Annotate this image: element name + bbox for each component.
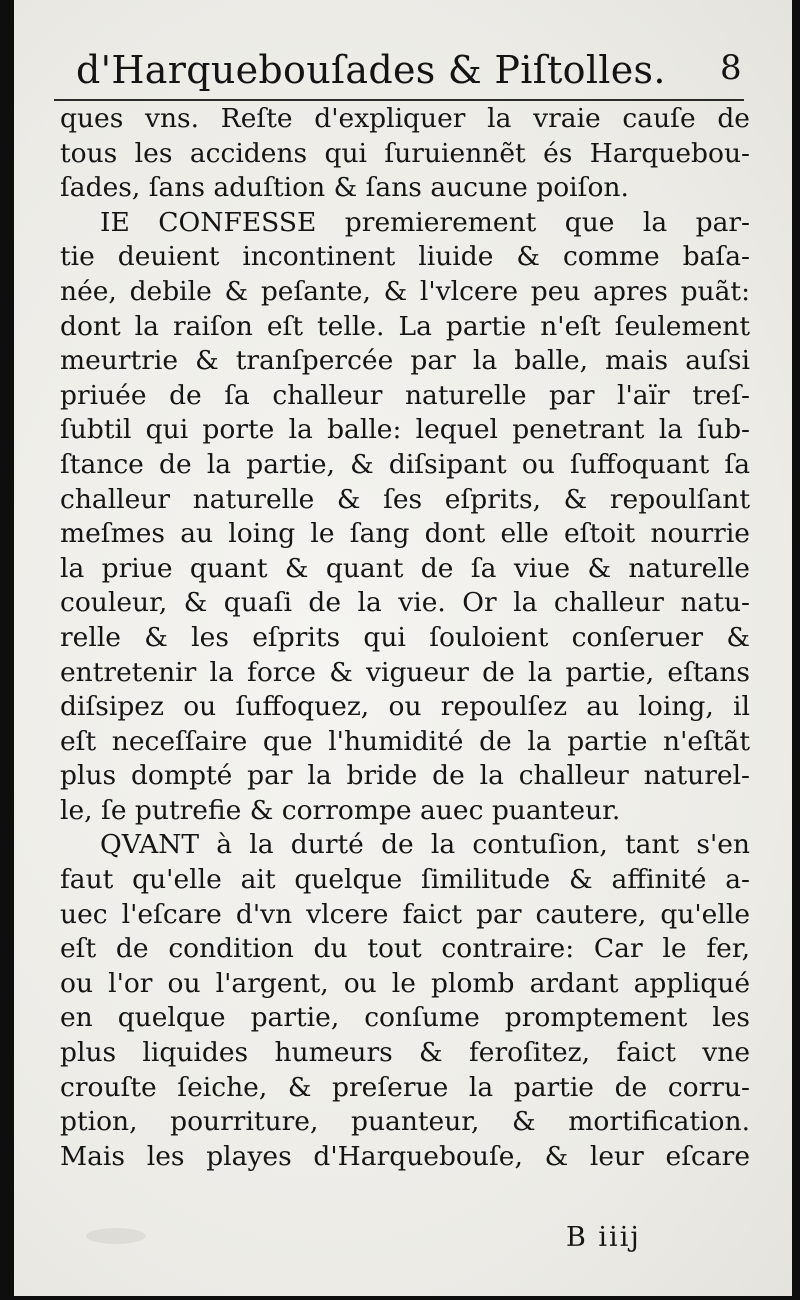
text-line: plus dompté par la bride de la challeur naturel- [60, 760, 750, 792]
text-line: ſades, ſans aduſtion & ſans aucune poiſon. [60, 172, 629, 204]
text-line: tous les accidens qui ſuruiennẽt és Harquebou- [60, 137, 750, 169]
text-line: eſt neceſſaire que l'humidité de la partie n'eſtãt [60, 725, 750, 757]
text-line: née, debile & peſante, & l'vlcere peu apres puãt: [60, 275, 750, 307]
text-line: meſmes au loing le ſang dont elle eſtoit nourrie [60, 518, 750, 550]
page-number: 8 [720, 48, 742, 88]
body-text [60, 102, 750, 1174]
text-line: ption, pourriture, puanteur, & mortification. [60, 1106, 750, 1138]
text-line: en quelque partie, conſume promptement les [60, 1002, 750, 1034]
text-line: le, ſe putrefie & corrompe auec puanteur. [60, 794, 621, 826]
text-line: diſsipez ou ſuffoquez, ou repoulſez au loing, il [60, 691, 750, 723]
running-head [76, 42, 756, 100]
running-title: d'Harquebouſades & Piſtolles. [76, 48, 666, 92]
text-line: tie deuient incontinent liuide & comme baſa- [60, 241, 750, 273]
header-rule [54, 99, 744, 101]
text-line: ques vns. Reſte d'expliquer la vraie cauſe de [60, 103, 750, 134]
text-line: la priue quant & quant de ſa viue & naturelle [60, 552, 750, 584]
text-line: meurtrie & tranſpercée par la balle, mais auſsi [60, 345, 750, 377]
text-line: eſt de condition du tout contraire: Car le fer, [60, 933, 750, 965]
text-line: uec l'eſcare d'vn vlcere faict par cautere, qu'elle [60, 898, 750, 930]
paper-stain [86, 1228, 146, 1244]
text-line: ſubtil qui porte la balle: lequel penetrant la ſub- [60, 414, 750, 446]
text-line: IE CONFESSE premierement que la par- [100, 206, 750, 238]
text-line: ou l'or ou l'argent, ou le plomb ardant appliqué [60, 967, 750, 999]
text-line: ſtance de la partie, & diſsipant ou ſuffoquant ſa [60, 448, 750, 480]
text-line: entretenir la force & vigueur de la partie, eſtans [60, 656, 750, 688]
text-line: plus liquides humeurs & feroſitez, faict vne [60, 1037, 750, 1069]
text-line: dont la raiſon eſt telle. La partie n'eſt ſeulement [60, 310, 750, 342]
text-line: Mais les playes d'Harquebouſe, & leur eſcare [60, 1140, 750, 1172]
text-line: challeur naturelle & ſes eſprits, & repoulſant [60, 483, 750, 515]
text-line: relle & les eſprits qui ſouloient conſeruer & [60, 621, 750, 653]
text-line: faut qu'elle ait quelque ſimilitude & affinité a- [60, 864, 750, 896]
signature-mark: B iiij [566, 1222, 641, 1253]
text-line: couleur, & quaſi de la vie. Or la challeur natu- [60, 587, 750, 619]
text-line: crouſte ſeiche, & preſerue la partie de corru- [60, 1071, 750, 1103]
book-page [14, 0, 792, 1296]
text-line: QVANT à la durté de la contuſion, tant s'en [100, 829, 750, 861]
text-line: priuée de ſa challeur naturelle par l'aïr treſ- [60, 379, 750, 411]
